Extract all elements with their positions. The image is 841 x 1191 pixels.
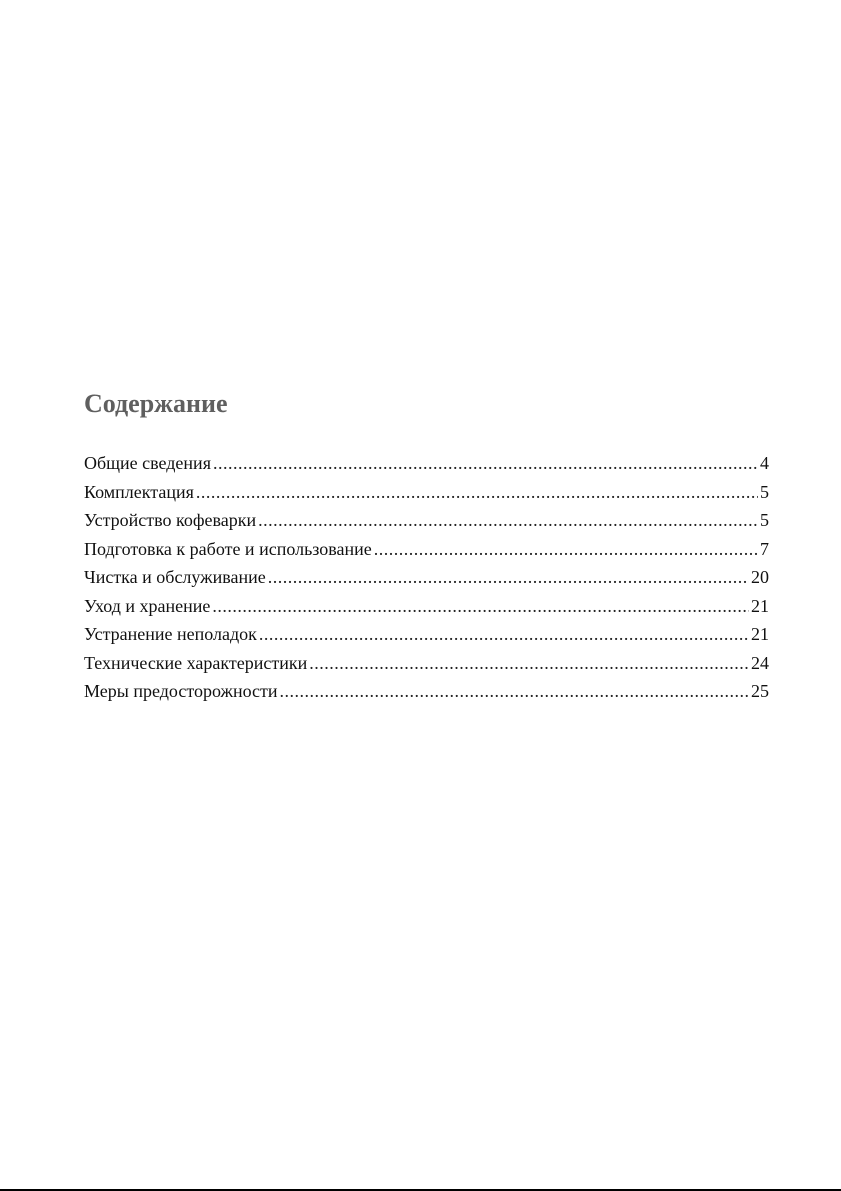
toc-dot-leader [212,592,749,621]
toc-entry-page: 24 [751,652,769,673]
toc-entry-care-and-storage[interactable] [84,592,769,621]
toc-entry-label: Уход и хранение [84,595,211,616]
toc-entry-label: Подготовка к работе и использование [84,538,372,559]
toc-entry-label: Комплектация [84,481,194,502]
toc-dot-leader [280,677,749,706]
toc-entry-troubleshooting[interactable] [84,620,769,649]
toc-dot-leader [196,478,758,507]
toc-entry-page: 21 [751,624,769,644]
toc-entry-label: Технические характеристики [84,652,308,673]
toc-entry-page: 4 [760,453,769,473]
toc-entry-page: 21 [751,595,769,616]
toc-entry-general-info[interactable] [84,449,769,478]
toc-dot-leader [374,535,758,564]
toc-dot-leader [309,649,749,678]
toc-entry-preparation-and-use[interactable] [84,535,769,564]
toc-entry-label: Устранение неполадок [84,624,257,644]
toc-entry-label: Общие сведения [84,453,211,473]
toc-entry-page: 5 [760,481,769,502]
toc-list [84,449,769,706]
toc-dot-leader [259,620,749,649]
toc-dot-leader [268,563,749,592]
toc-entry-safety-precautions[interactable] [84,677,769,706]
toc-entry-page: 25 [751,681,769,701]
toc-entry-label: Меры предосторожности [84,681,278,701]
toc-entry-page: 5 [760,510,769,530]
toc-entry-page: 20 [751,567,769,587]
toc-dot-leader [258,506,758,535]
toc-title: Содержание [84,389,228,418]
toc-entry-cleaning-and-maintenance[interactable] [84,563,769,592]
toc-entry-specifications[interactable] [84,649,769,678]
toc-entry-package-contents[interactable] [84,478,769,507]
toc-entry-label: Устройство кофеварки [84,510,257,530]
toc-entry-device-structure[interactable] [84,506,769,535]
toc-dot-leader [213,449,758,478]
toc-entry-page: 7 [760,538,769,559]
toc-entry-label: Чистка и обслуживание [84,567,266,587]
